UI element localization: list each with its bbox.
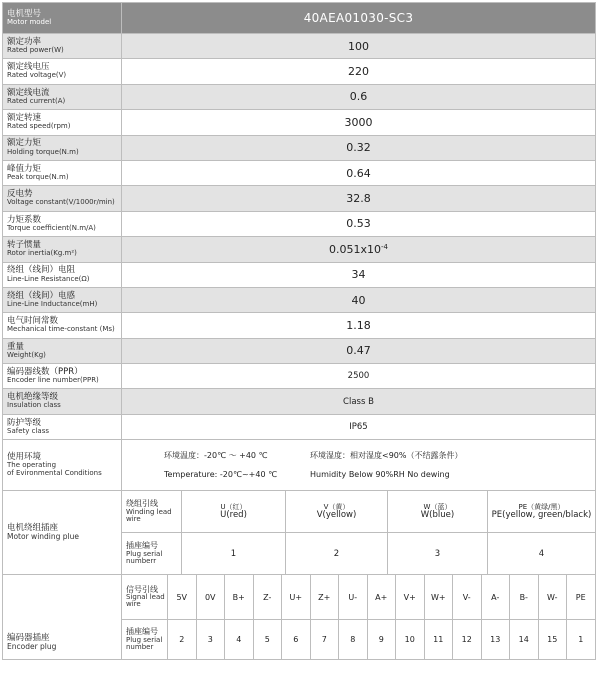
- winding-serial-label-zh: 插座编号: [126, 541, 158, 551]
- spec-label-zh: 峰值力矩: [7, 163, 42, 174]
- spec-row: [3, 262, 596, 287]
- encoder-serial-cell: 5: [253, 620, 282, 660]
- spec-value: IP65: [122, 414, 596, 439]
- encoder-serial-cell: 1: [567, 620, 596, 660]
- winding-serial-3: 3: [388, 533, 488, 575]
- spec-value: 100: [122, 34, 596, 59]
- spec-row: [3, 135, 596, 160]
- encoder-label-zh: 编码器插座: [7, 632, 50, 643]
- spec-label-zh: 额定功率: [7, 36, 42, 47]
- winding-serial-1: 1: [182, 533, 286, 575]
- encoder-signal-cell: V+: [396, 575, 425, 620]
- encoder-signal-cell: B-: [510, 575, 539, 620]
- encoder-signal-label-en: Signal lead wire: [126, 593, 165, 609]
- spec-row: [3, 84, 596, 109]
- encoder-signal-cell: U+: [282, 575, 311, 620]
- spec-value: Class B: [122, 389, 596, 414]
- motor-winding-label-zh: 电机绕组插座: [7, 523, 59, 534]
- winding-lead-label-en: Winding lead wire: [126, 507, 172, 523]
- motor-winding-table: [2, 490, 596, 575]
- encoder-signal-cell: W+: [424, 575, 453, 620]
- encoder-signal-cell: A+: [367, 575, 396, 620]
- motor-model-row: [3, 3, 596, 34]
- encoder-signal-cell: 5V: [168, 575, 197, 620]
- winding-serial-4: 4: [488, 533, 596, 575]
- winding-lead-u: U（红） U(red): [182, 491, 286, 533]
- spec-label-zh: 额定线电流: [7, 87, 50, 98]
- spec-label-zh: 绕组（线间）电阻: [7, 265, 76, 276]
- spec-label-en: Safety class: [7, 426, 49, 435]
- spec-row: [3, 237, 596, 262]
- encoder-serial-cell: 7: [310, 620, 339, 660]
- spec-row: [3, 414, 596, 439]
- motor-spec-sheet: [2, 2, 595, 670]
- spec-label-en: Voltage constant(V/1000r/min): [7, 198, 115, 207]
- motor-model-label-zh: 电机型号: [7, 8, 42, 19]
- spec-label-en: Line-Line Inductance(mH): [7, 299, 98, 308]
- encoder-signal-cell: B+: [225, 575, 254, 620]
- spec-label-zh: 绕组（线间）电感: [7, 290, 76, 301]
- spec-table: [2, 2, 596, 491]
- encoder-label-en: Encoder plug: [7, 642, 57, 652]
- winding-lead-v: V（黄） V(yellow): [286, 491, 388, 533]
- encoder-serial-cell: 15: [538, 620, 567, 660]
- encoder-serial-cell: 2: [168, 620, 197, 660]
- spec-label-en: Encoder line number(PPR): [7, 376, 99, 385]
- spec-label-en: Insulation class: [7, 401, 61, 410]
- temperature-en: Temperature: -20℃~+40 ℃: [164, 470, 278, 480]
- spec-label-en: Rated voltage(V): [7, 71, 67, 80]
- encoder-serial-cell: 3: [196, 620, 225, 660]
- spec-value: 0.6: [122, 84, 596, 109]
- encoder-signal-label-zh: 信号引线: [126, 584, 158, 594]
- encoder-signal-cell: W-: [538, 575, 567, 620]
- encoder-serial-label-zh: 插座编号: [126, 627, 158, 637]
- spec-label-zh: 电机绝缘等级: [7, 392, 59, 403]
- encoder-signal-row: [3, 575, 596, 620]
- encoder-signal-cell: PE: [567, 575, 596, 620]
- motor-model-value: 40AEA01030-SC3: [122, 3, 596, 34]
- spec-value: 0.64: [122, 160, 596, 185]
- encoder-serial-label-en: Plug serial number: [126, 635, 163, 651]
- spec-row: [3, 389, 596, 414]
- humidity-zh: 环境湿度：相对湿度<90%（不结露条件）: [310, 451, 463, 461]
- winding-serial-2: 2: [286, 533, 388, 575]
- encoder-signal-cell: 0V: [196, 575, 225, 620]
- encoder-serial-cell: 6: [282, 620, 311, 660]
- spec-label-zh: 额定力矩: [7, 138, 42, 149]
- spec-value: 0.47: [122, 338, 596, 363]
- spec-value: 40: [122, 287, 596, 312]
- spec-label-en: Rated current(A): [7, 96, 66, 105]
- encoder-serial-cell: 4: [225, 620, 254, 660]
- environment-label-zh: 使用环境: [7, 452, 42, 463]
- encoder-serial-cell: 12: [453, 620, 482, 660]
- environment-label-en2: of Evironmental Conditions: [7, 468, 102, 477]
- encoder-signal-cell: Z-: [253, 575, 282, 620]
- spec-label-zh: 力矩系数: [7, 214, 42, 225]
- spec-value: 34: [122, 262, 596, 287]
- encoder-serial-cell: 11: [424, 620, 453, 660]
- temperature-zh: 环境温度：-20℃ ～ +40 ℃: [164, 451, 268, 461]
- spec-label-zh: 额定转速: [7, 113, 42, 123]
- spec-value: 2500: [122, 364, 596, 389]
- spec-row: [3, 160, 596, 185]
- spec-label-zh: 反电势: [7, 189, 33, 200]
- spec-value: $0.051x10^{-4}$: [122, 237, 596, 262]
- encoder-serial-cell: 14: [510, 620, 539, 660]
- winding-serial-label-en: Plug serial numberr: [126, 549, 163, 565]
- winding-lead-w: W（蓝） W(blue): [388, 491, 488, 533]
- spec-value: 32.8: [122, 186, 596, 211]
- spec-label-en: Rotor inertia(Kg.m²): [7, 249, 77, 258]
- spec-row: [3, 313, 596, 338]
- encoder-signal-cell: U-: [339, 575, 368, 620]
- winding-lead-label-zh: 绕组引线: [126, 499, 158, 509]
- spec-label-en: Torque coefficient(N.m/A): [7, 223, 96, 232]
- winding-lead-row: [3, 491, 596, 533]
- encoder-serial-cell: 13: [481, 620, 510, 660]
- spec-label-en: Peak torque(N.m): [7, 172, 69, 181]
- spec-label-en: Mechanical time-constant (Ms): [7, 325, 115, 334]
- spec-label-zh: 重量: [7, 341, 25, 352]
- motor-model-label-en: Motor model: [7, 17, 52, 26]
- spec-value-exponent: -4: [381, 242, 388, 251]
- encoder-signal-cell: V-: [453, 575, 482, 620]
- spec-value: 1.18: [122, 313, 596, 338]
- spec-label-zh: 编码器线数（PPR）: [7, 366, 83, 377]
- spec-label-en: Rated power(W): [7, 46, 64, 54]
- encoder-serial-cell: 9: [367, 620, 396, 660]
- spec-row: [3, 338, 596, 363]
- environment-row: [3, 440, 596, 491]
- spec-row: [3, 364, 596, 389]
- spec-row: [3, 59, 596, 84]
- humidity-en: Humidity Below 90%RH No dewing: [310, 470, 450, 480]
- spec-label-en: Line-Line Resistance(Ω): [7, 274, 90, 283]
- spec-value: 3000: [122, 110, 596, 135]
- encoder-serial-cell: 10: [396, 620, 425, 660]
- encoder-serial-cell: 8: [339, 620, 368, 660]
- spec-row: [3, 186, 596, 211]
- spec-row: [3, 110, 596, 135]
- spec-value: 0.53: [122, 211, 596, 236]
- spec-row: [3, 287, 596, 312]
- spec-label-en: Rated speed(rpm): [7, 122, 71, 131]
- environment-label-en1: The operating: [7, 461, 57, 470]
- spec-label-zh: 电气时间常数: [7, 316, 59, 327]
- winding-lead-pe: PE（黄绿/黑） PE(yellow, green/black): [488, 491, 596, 533]
- encoder-signal-cell: Z+: [310, 575, 339, 620]
- spec-row: [3, 34, 596, 59]
- spec-label-en: Holding torque(N.m): [7, 147, 79, 156]
- spec-label-en: Weight(Kg): [7, 350, 46, 359]
- encoder-plug-table: [2, 574, 596, 660]
- motor-winding-label-en: Motor winding plue: [7, 532, 79, 542]
- spec-row: [3, 211, 596, 236]
- spec-label-zh: 转子惯量: [7, 239, 42, 250]
- spec-value: 0.32: [122, 135, 596, 160]
- spec-value: 220: [122, 59, 596, 84]
- encoder-signal-cell: A-: [481, 575, 510, 620]
- spec-label-zh: 防护等级: [7, 417, 42, 428]
- spec-label-zh: 额定线电压: [7, 62, 50, 73]
